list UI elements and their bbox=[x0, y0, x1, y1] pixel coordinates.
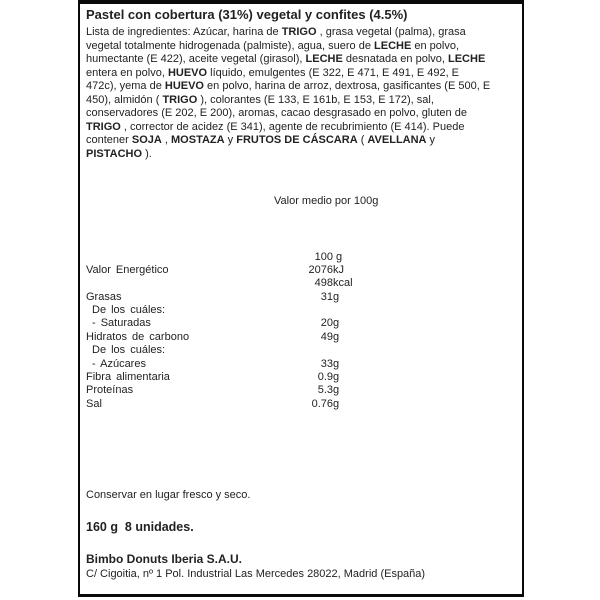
ingredient-line: vegetal totalmente hidrogenada (palmiste), agua, suero de LECHE en polvo, bbox=[86, 39, 459, 52]
manufacturer-address: C/ Cigoitia, nº 1 Pol. Industrial Las Mercedes 28022, Madrid (España) bbox=[86, 567, 426, 580]
ingredient-line: humectante (E 422), aceite vegetal (girasol), LECHE desnatada en polvo, LECHE bbox=[86, 53, 486, 65]
nutrition-unit: g bbox=[333, 330, 340, 343]
nutrition-label: De los cuáles: bbox=[92, 304, 166, 317]
nutrition-value: 49 bbox=[320, 330, 333, 343]
nutrition-table bbox=[86, 251, 520, 412]
net-weight: 160 g 8 unidades. bbox=[86, 519, 194, 534]
ingredient-line: Lista de ingredientes: Azúcar, harina de TRIGO , grasa vegetal (palma), grasa bbox=[86, 26, 466, 38]
nutrition-value: 20 bbox=[320, 317, 333, 330]
nutrition-row bbox=[86, 264, 520, 277]
nutrition-row bbox=[86, 331, 520, 344]
nutrition-row bbox=[86, 317, 520, 330]
ingredient-line: conservadores (E 202, E 200), aromas, cacao desgrasado en polvo, gluten de bbox=[86, 107, 467, 119]
nutrition-unit: g bbox=[333, 250, 343, 263]
ingredients-text bbox=[86, 26, 520, 161]
nutrition-value: 31 bbox=[320, 290, 333, 303]
ingredient-line: entera en polvo, HUEVO líquido, emulgentes (E 322, E 471, E 491, E 492, E bbox=[86, 66, 460, 79]
nutrition-value: 0.76 bbox=[311, 397, 333, 410]
nutrition-unit: g bbox=[333, 384, 340, 397]
nutrition-row bbox=[86, 291, 520, 304]
nutrition-row bbox=[86, 384, 520, 397]
nutrition-row bbox=[86, 398, 520, 411]
ingredient-line: PISTACHO ). bbox=[86, 147, 152, 160]
nutrition-row bbox=[86, 344, 520, 357]
ingredient-line: contener SOJA , MOSTAZA y FRUTOS DE CÁSCARA ( AVELLANA y bbox=[86, 134, 436, 146]
nutrition-label: Sal bbox=[86, 397, 102, 410]
storage-note: Conservar en lugar fresco y seco. bbox=[86, 489, 251, 502]
nutrition-value: 2076 bbox=[308, 263, 333, 276]
nutrition-unit: g bbox=[333, 317, 340, 330]
nutrition-row bbox=[86, 251, 520, 264]
product-title: Pastel con cobertura (31%) vegetal y confites (4.5%) bbox=[86, 7, 408, 22]
ingredient-line: 450), almidón ( TRIGO ), colorantes (E 133, E 161b, E 153, E 172), sal, bbox=[86, 93, 434, 106]
nutrition-label: Fibra alimentaria bbox=[86, 371, 170, 384]
product-label-box bbox=[78, 0, 524, 597]
nutrition-label: Grasas bbox=[86, 290, 122, 303]
nutrition-label: De los cuáles: bbox=[92, 344, 166, 357]
manufacturer-name: Bimbo Donuts Iberia S.A.U. bbox=[86, 551, 243, 566]
nutrition-column-header: Valor medio por 100g bbox=[274, 195, 379, 207]
nutrition-label: Proteínas bbox=[86, 384, 134, 397]
nutrition-unit: g bbox=[333, 371, 340, 384]
nutrition-unit: g bbox=[333, 357, 340, 370]
ingredient-line: TRIGO , corrector de acidez (E 341), agente de recubrimiento (E 414). Puede bbox=[86, 120, 465, 133]
nutrition-row bbox=[86, 358, 520, 371]
nutrition-unit: g bbox=[333, 290, 340, 303]
nutrition-row bbox=[86, 304, 520, 317]
nutrition-value: 33 bbox=[320, 357, 333, 370]
nutrition-value: 498 bbox=[314, 277, 333, 290]
nutrition-unit: kcal bbox=[333, 277, 353, 290]
nutrition-row bbox=[86, 371, 520, 384]
nutrition-label: - Saturadas bbox=[92, 317, 151, 330]
nutrition-row bbox=[86, 277, 520, 290]
nutrition-label: Valor Energético bbox=[86, 263, 169, 276]
nutrition-label: - Azúcares bbox=[92, 357, 146, 370]
nutrition-label: Hidratos de carbono bbox=[86, 330, 190, 343]
nutrition-value: 100 bbox=[314, 250, 333, 263]
nutrition-unit: kJ bbox=[333, 263, 344, 276]
nutrition-unit: g bbox=[333, 397, 340, 410]
nutrition-value: 5.3 bbox=[317, 384, 333, 397]
ingredient-line: 472c), yema de HUEVO en polvo, harina de arroz, dextrosa, gasificantes (E 500, E bbox=[86, 80, 491, 92]
nutrition-value: 0.9 bbox=[317, 371, 333, 384]
